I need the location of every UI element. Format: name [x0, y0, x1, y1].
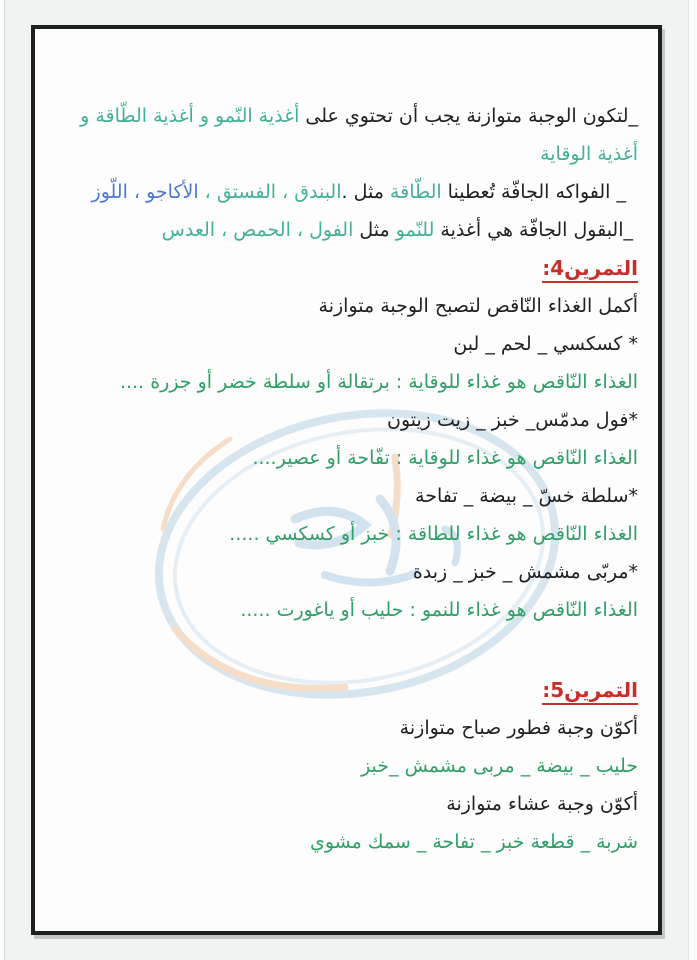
exercise4-item-4: *مربّى مشمش _ خبز _ زبدة [412, 561, 638, 583]
exercise5-answer-dinner: شربة _ قطعة خبز _ تفاحة _ سمك مشوي [309, 831, 638, 853]
intro-text-green-food-groups: أغذية النّمو و أغذية الطّاقة و [80, 105, 300, 127]
exercise4-answer-4: الغذاء النّاقص هو غذاء للنمو : حليب أو ياغورت ..... [240, 599, 638, 621]
exercise5-answer-breakfast: حليب _ بيضة _ مربى مشمش _خبز [361, 755, 638, 777]
scan-edge-right [688, 0, 697, 960]
exercise4-item-3: *سلطة خسّ _ بيضة _ تفاحة [415, 485, 638, 507]
intro-line-balanced-meal [49, 97, 638, 173]
exercise4-answer-2: الغذاء النّاقص هو غذاء للوقاية : تفّاحة أو عصير.... [252, 447, 638, 469]
intro-text-black: _لتكون الوجبة متوازنة يجب أن تحتوي على [299, 105, 638, 127]
exercise4-answer-3: الغذاء النّاقص هو غذاء للطاقة : خبز أو كسكسي ..... [229, 523, 638, 545]
intro-text-green-protective-food: أغذية الوقاية [540, 143, 638, 165]
exercise4-instruction: أكمل الغذاء النّاقص لتصبح الوجبة متوازنة [318, 295, 638, 317]
worksheet-paper [31, 25, 662, 935]
exercise5-instruction-dinner: أكوّن وجبة عشاء متوازنة [446, 793, 638, 815]
exercise4-item-2: *فول مدمّس_ خبز _ زيت زيتون [387, 409, 638, 431]
line-dry-fruits: _ الفواكه الجافّة تُعطينا الطّاقة مثل .البندق ، الفستق ، الأكاجو ، اللّوز [91, 181, 626, 203]
exercise5-heading: التمرين5: [49, 671, 638, 709]
exercise4-heading: التمرين4: [49, 249, 638, 287]
line-dry-legumes: _البقول الجافّة هي أغذية للنّمو مثل الفول ، الحمص ، العدس [161, 219, 633, 241]
scan-edge-left [0, 0, 5, 960]
worksheet-content [35, 29, 658, 931]
exercise4-item-1: * كسكسي _ لحم _ لبن [453, 333, 638, 355]
exercise5-instruction-breakfast: أكوّن وجبة فطور صباح متوازنة [399, 717, 638, 739]
exercise4-answer-1: الغذاء النّاقص هو غذاء للوقاية : برتقالة أو سلطة خضر أو جزرة .... [120, 371, 638, 393]
